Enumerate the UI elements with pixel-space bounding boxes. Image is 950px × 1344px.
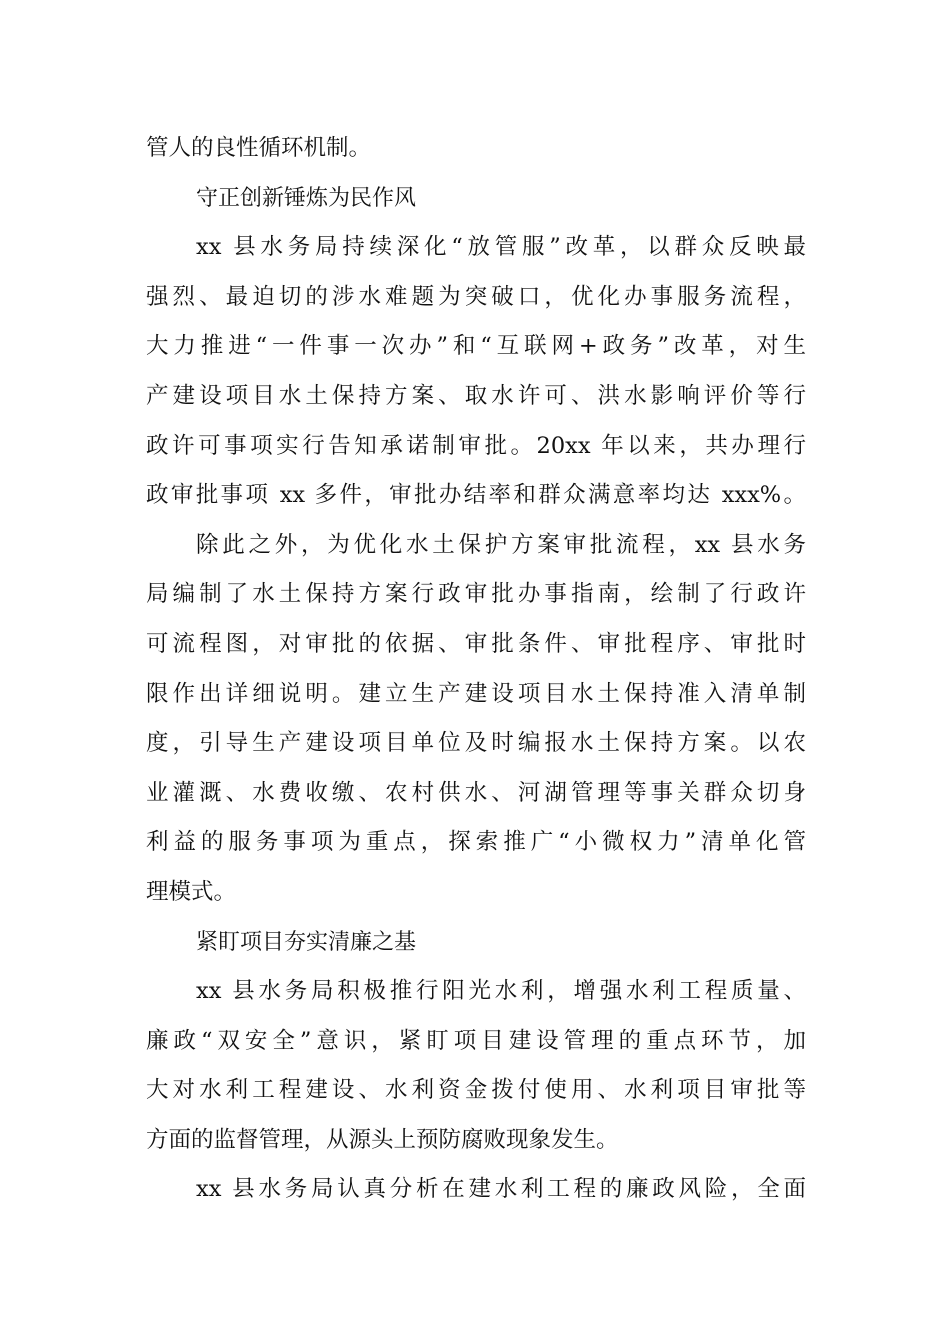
text-line: 大对水利工程建设、水利资金拨付使用、水利项目审批等 — [146, 1077, 806, 1104]
text-line: 管人的良性循环机制。 — [146, 135, 372, 161]
text-line: 政许可事项实行告知承诺制审批。20xx 年以来，共办理行 — [146, 432, 806, 459]
text-line: 理模式。 — [146, 878, 237, 905]
text-line: 限作出详细说明。建立生产建设项目水土保持准入清单制 — [146, 680, 806, 707]
section-heading: 守正创新锤炼为民作风 — [196, 185, 417, 211]
text-line: 方面的监督管理，从源头上预防腐败现象发生。 — [146, 1126, 619, 1153]
text-line: 度，引导生产建设项目单位及时编报水土保持方案。以农 — [146, 730, 806, 757]
text-line: 可流程图，对审批的依据、审批条件、审批程序、审批时 — [146, 630, 806, 657]
text-line: 强烈、最迫切的涉水难题为突破口，优化办事服务流程， — [146, 283, 806, 310]
text-line: xx 县水务局积极推行阳光水利，增强水利工程质量、 — [196, 978, 806, 1005]
text-line: 除此之外，为优化水土保护方案审批流程，xx 县水务 — [196, 531, 806, 558]
text-line: 政审批事项 xx 多件，审批办结率和群众满意率均达 xxx%。 — [146, 482, 806, 509]
section-heading: 紧盯项目夯实清廉之基 — [196, 929, 417, 955]
text-line: 大力推进“一件事一次办”和“互联网+政务”改革，对生 — [146, 333, 806, 360]
text-line: 廉政“双安全”意识，紧盯项目建设管理的重点环节，加 — [146, 1027, 806, 1054]
text-line: xx 县水务局认真分析在建水利工程的廉政风险，全面 — [196, 1176, 806, 1203]
document-page — [146, 124, 806, 1215]
text-line: 局编制了水土保持方案行政审批办事指南，绘制了行政许 — [146, 581, 806, 608]
text-line: 产建设项目水土保持方案、取水许可、洪水影响评价等行 — [146, 382, 806, 409]
text-line: 业灌溉、水费收缴、农村供水、河湖管理等事关群众切身 — [146, 779, 806, 806]
text-line: 利益的服务事项为重点，探索推广“小微权力”清单化管 — [146, 829, 806, 856]
text-line: xx 县水务局持续深化“放管服”改革，以群众反映最 — [196, 234, 806, 261]
